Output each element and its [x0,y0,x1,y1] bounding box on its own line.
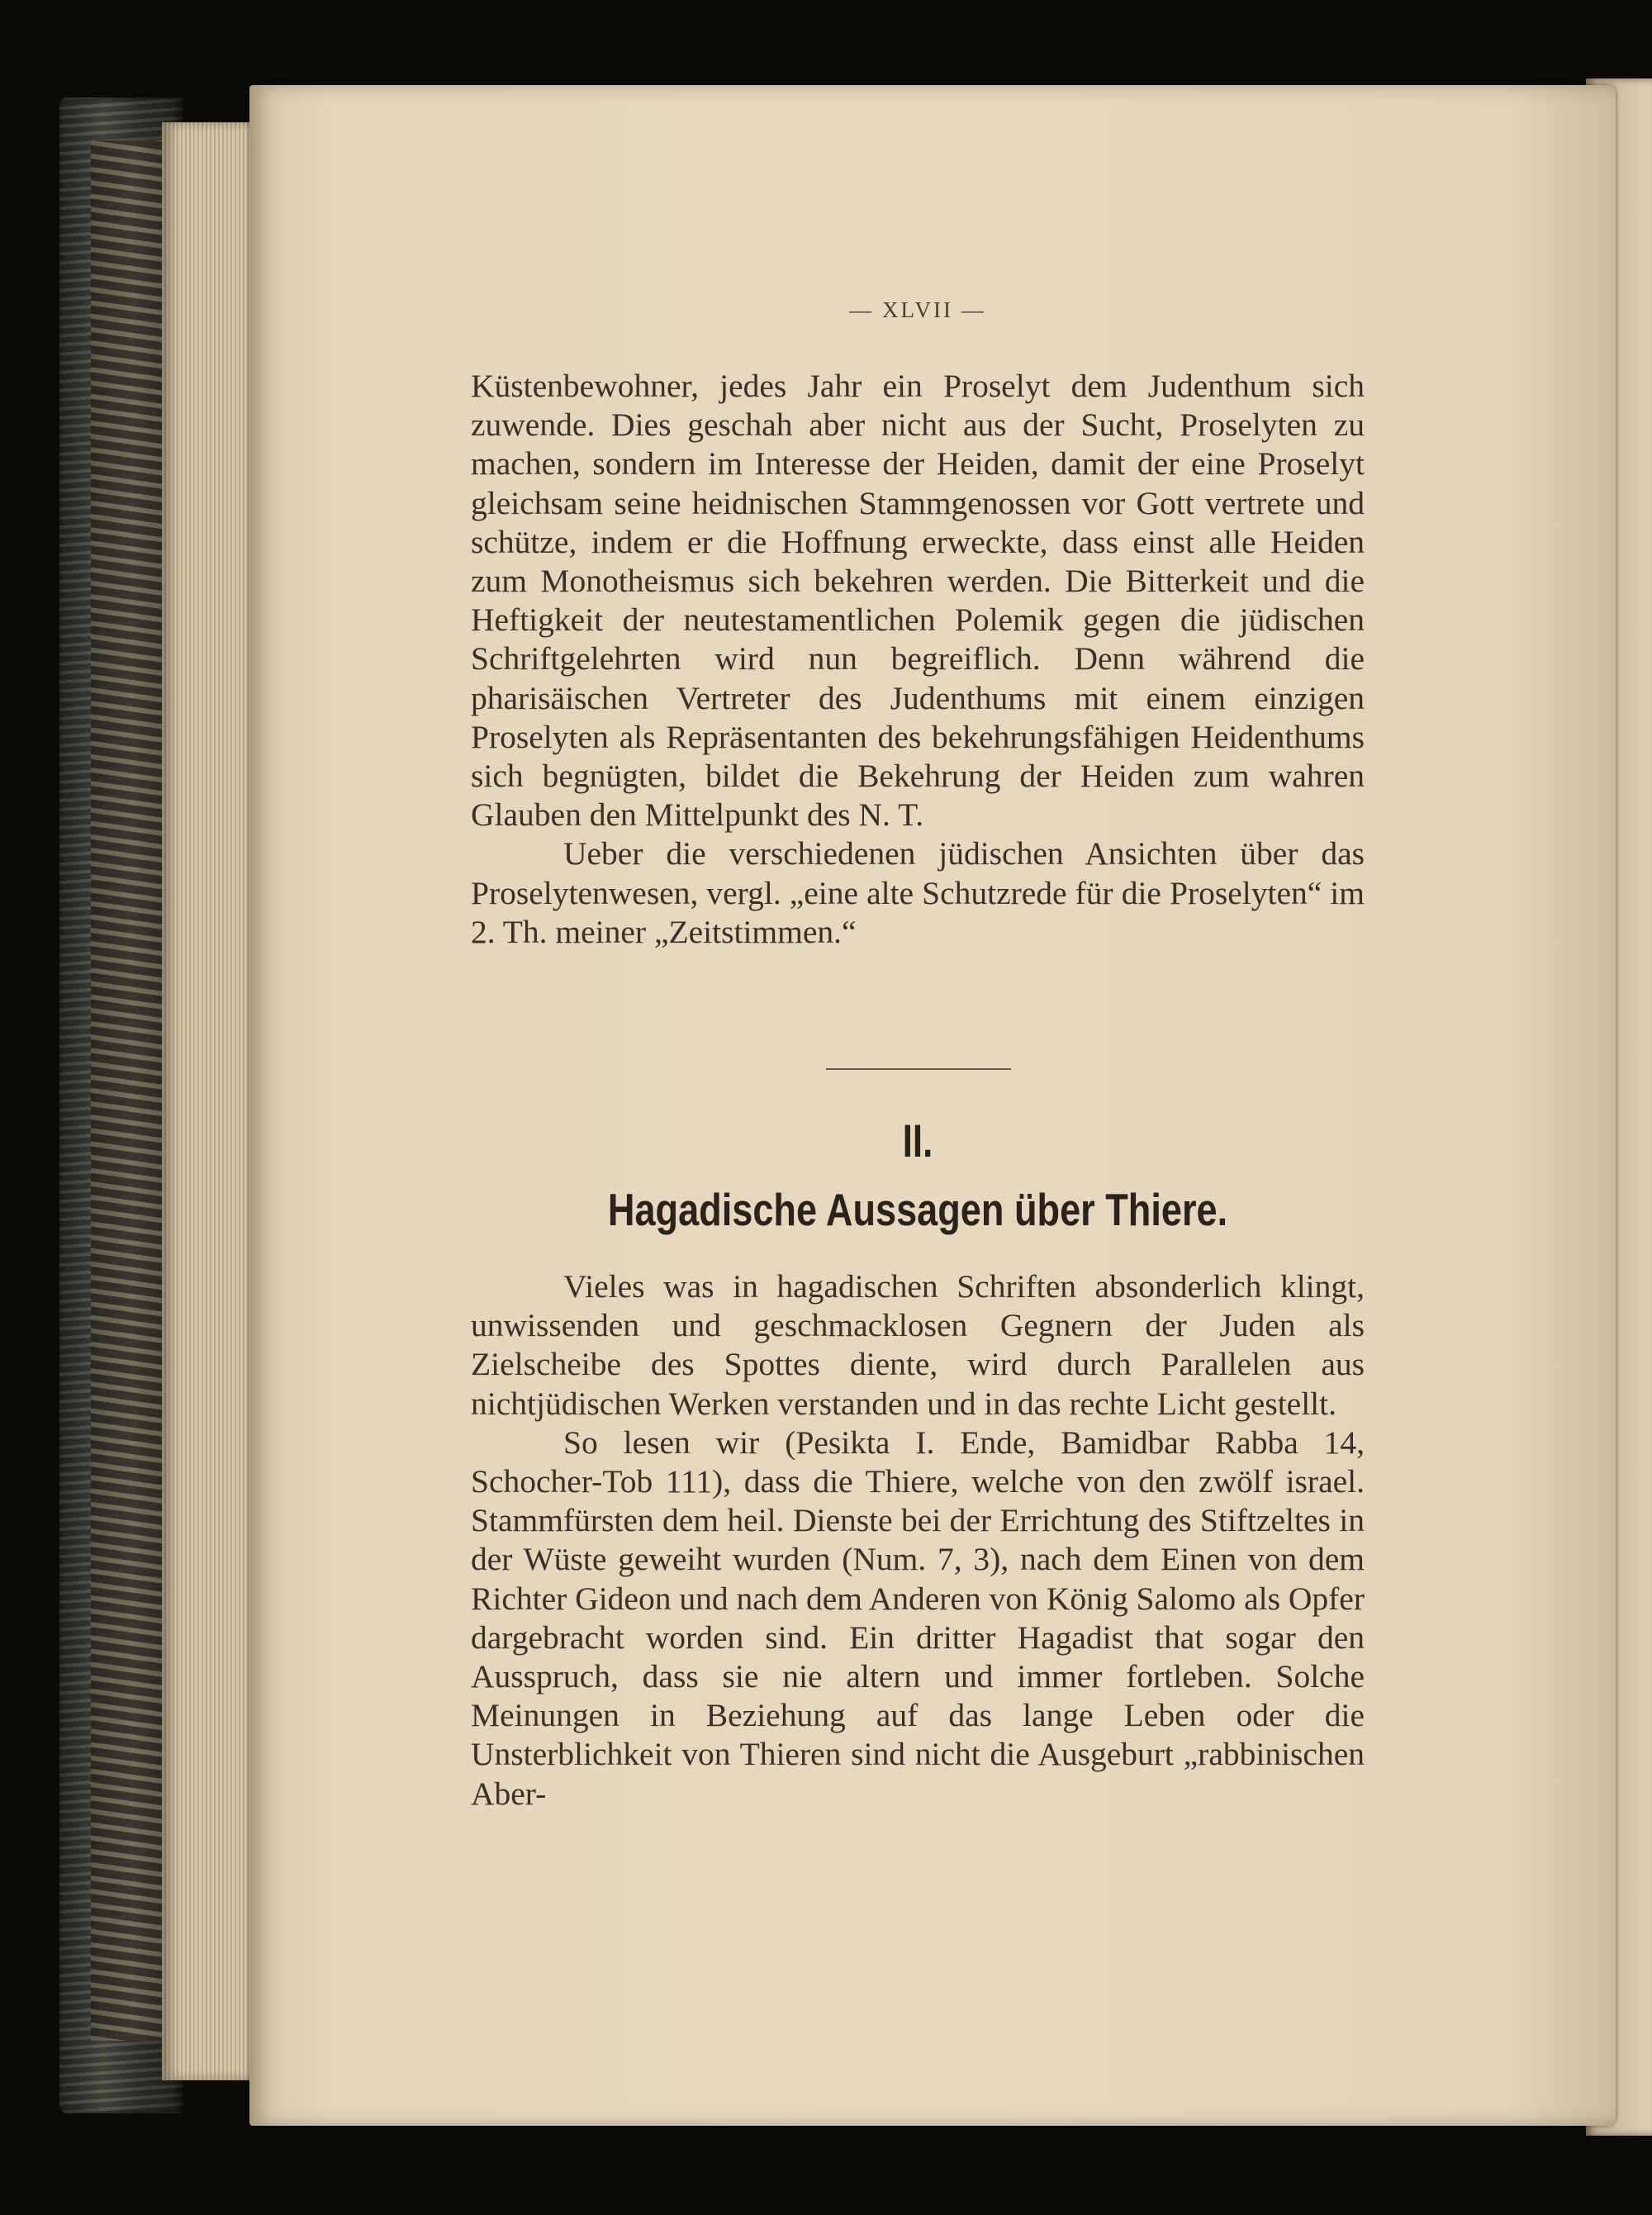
text-block-top [471,367,1365,952]
paragraph: Küstenbewohner, jedes Jahr ein Proselyt dem Judenthum sich zuwende. Dies geschah aber nicht aus der Sucht, Proselyten zu machen, sondern im Interesse der Heiden, damit der eine Proselyt gleichsam seine heidnischen Stammgenossen vor Gott vertrete und schütze, indem er die Hoffnung erweckte, dass einst alle Heiden zum Monotheismus sich bekehren werden. Die Bitterkeit und die Heftigkeit der neutestamentlichen Polemik gegen die jüdischen Schriftgelehrten wird nun begreiflich. Denn während die pharisäischen Vertreter des Judenthums mit einem einzigen Proselyten als Repräsentanten des bekehrungsfähigen Heidenthums sich begnügten, bildet die Bekehrung der Heiden zum wahren Glauben den Mittelpunkt des N. T. [471,368,1365,834]
paragraph: Vieles was in hagadischen Schriften absonderlich klingt, unwissenden und geschmacklosen Gegnern der Juden als Zielscheibe des Spottes diente, wird durch Parallelen aus nichtjüdischen Werken verstanden und in das rechte Licht gestellt. [471,1268,1365,1422]
book-spine [91,140,173,2041]
paragraph: Ueber die verschiedenen jüdischen Ansichten über das Proselytenwesen, vergl. „eine alte Schutzrede für die Proselyten“ im 2. Th. meiner „Zeitstimmen.“ [471,835,1365,950]
section-title: Hagadische Aussagen über Thiere. [607,1184,1228,1235]
page-number: — XLVII — [849,297,986,322]
section-number: II. [902,1115,933,1167]
section-divider [826,1068,1011,1070]
text-block-bottom [471,1267,1365,1813]
paragraph: So lesen wir (Pesikta I. Ende, Bamidbar Rabba 14, Schocher-Tob 111), dass die Thiere, welche von den zwölf israel. Stammfürsten dem heil. Dienste bei der Errichtung des Stiftzeltes in der Wüste geweiht wurden (Num. 7, 3), nach dem Einen von dem Richter Gideon und nach dem Anderen von König Salomo als Opfer dargebracht worden sind. Ein dritter Hagadist that sogar den Ausspruch, dass sie nie altern und immer fortleben. Solche Meinungen in Beziehung auf das lange Leben oder die Unsterblichkeit von Thieren sind nicht die Ausgeburt „rabbinischen Aber- [471,1424,1365,1812]
page-stack-edge [162,122,261,2080]
